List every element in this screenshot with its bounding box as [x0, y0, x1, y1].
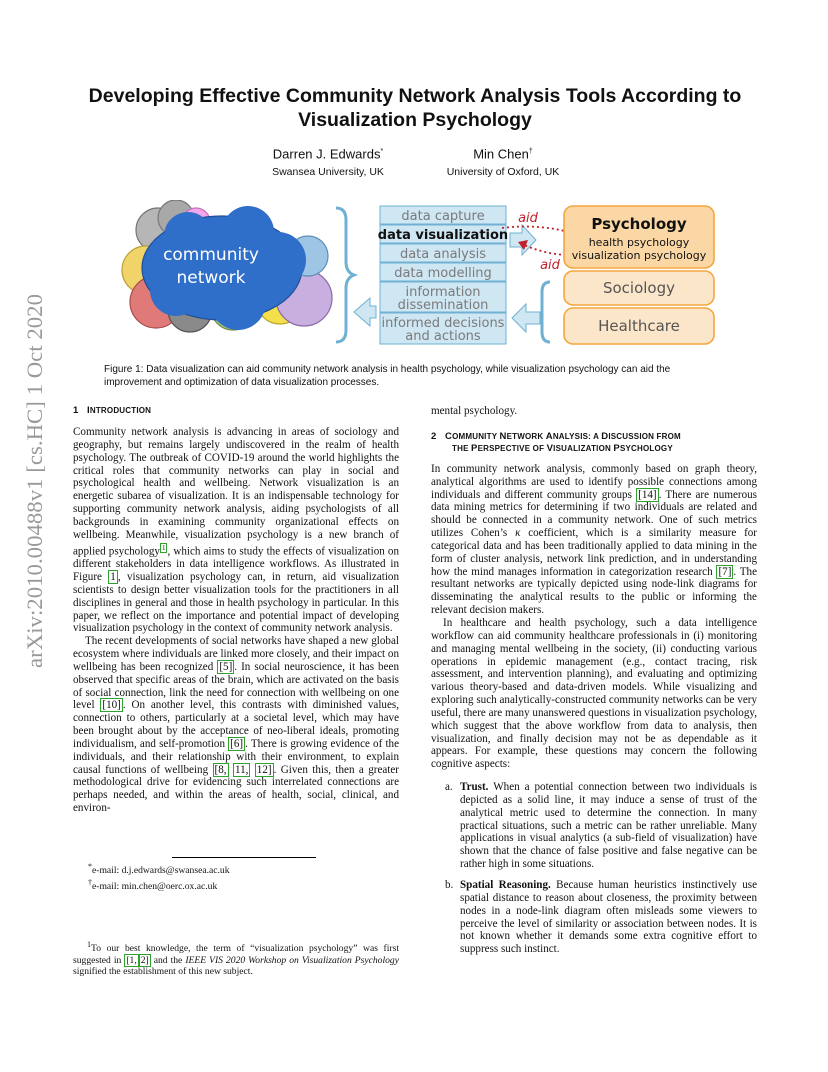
community-label-1: community [163, 245, 259, 265]
cognitive-aspects-list [445, 781, 757, 956]
section-2-paragraph-1: In community network analysis, commonly based on graph theory, analytical algorithms are used to identify possible connections among individuals and different community groups [14] . There are numerous data mining metrics for determining if two individuals are related and should be connected in a community network. One of such metrics utilizes Cohen’s κ coefficient, which is a similarity measure for categorical data and has been traditionally applied to data mining in the form of cluster analysis, network link prediction, and in understanding how the mind manages information in categorization research [7] . The resultant networks are typically depicted using node-link diagrams for disseminating the analytical results to the public or informing the relevant decision makers. [431, 462, 758, 617]
author-2-mark: † [528, 148, 533, 155]
section-1-heading: 1 INTRODUCTION [73, 405, 152, 416]
left-bracket [336, 208, 354, 342]
footnote-1: $^1$To our best knowledge, the term of “visualization psychology” was first suggested in [1, 2] and the IEEE VIS 2020 Workshop on Visualization Psychology signified the establishment of this new subject. [73, 940, 399, 978]
author-1-affiliation: Swansea University, UK [272, 166, 384, 179]
arrow-back-middle [512, 304, 540, 332]
step-data-analysis: data analysis [399, 247, 487, 262]
step-information: information [405, 285, 481, 300]
author-2 [428, 144, 578, 179]
step-dissemination: dissemination [397, 298, 489, 313]
arrow-back-left [354, 298, 376, 326]
author-2-name: Min Chen [473, 146, 529, 162]
footnote-ref-1[interactable]: 1 [161, 543, 166, 552]
cite-7[interactable]: [7] [718, 565, 732, 578]
email-1[interactable]: e-mail: d.j.edwards@swansea.ac.uk [92, 865, 230, 877]
aid-label-bottom: aid [540, 258, 560, 273]
intro-paragraph-1: Community network analysis is advancing in areas of sociology and geography, but remains largely undiscovered in the realm of health psychology. The outbreak of COVID-19 around the world highlights the critical roles that community networks can play in social and psychological health and wellbeing. Network visualization is an energetic subarea of visualization. It is an indispensable technology for supporting community network analysis, aiding psychologists of all backgrounds in examining community organizational effects on wellbeing. Meanwhile, visualization psychology is a new branch of applied psychology $^1$ , which aims to study the effects of visualization on different stakeholders in data intelligence workflows. As illustrated in Figure 1 , visualization psychology can, in return, aid visualization scientists to design better visualization tools for the practitioners in all disciplines in general and those in health psychology in particular. In this paper, we reflect on the importance and potential impact of developing visualization psychology in the context of community network analysis. [73, 426, 400, 635]
cite-1[interactable]: [1, [126, 954, 137, 966]
section-2-paragraph-2: In healthcare and health psychology, such a data intelligence workflow can aid community healthcare professionals in (i) monitoring and managing mental wellbeing in the society, (ii) conducting various operations in epidemic management (e.g., contact tracing, risk assessment, and intervention planning), and evaluating and optimizing various theory-based and data-driven models. While visualizing and exploring such analytically-constructed community networks can be very useful, there are many unanswered questions in visualization psychology, which suggest that the above workflow from data to analysis, then visualization, and finally decision may not be as dependable as it appears. For example, these questions may concern the following cognitive aspects: [431, 616, 757, 771]
community-network-clouds [122, 200, 332, 332]
right-bracket [542, 282, 550, 342]
cite-5[interactable]: [5] [219, 660, 233, 673]
arxiv-stamp [6, 290, 56, 670]
cite-8[interactable]: [8, [214, 763, 227, 776]
email-2[interactable]: e-mail: min.chen@oerc.ox.ac.uk [92, 880, 218, 892]
author-1 [248, 144, 408, 179]
left-column [73, 405, 399, 815]
figure-ref-1[interactable]: 1 [110, 570, 116, 583]
right-column [431, 405, 757, 964]
arrow-forward-middle [510, 225, 536, 255]
continued-text: mental psychology. [431, 405, 518, 417]
intro-paragraph-2: The recent developments of social networks have shaped a new global ecosystem where individuals are linked more closely, and their impact on wellbeing has been recognized [5] . In social neuroscience, it has been observed that specific areas of the brain, which are activated on the basis of social connection, link the need for connection with wellbeing on one level [10] . On another level, this contrasts with diminished values, connection to others, particularly at a societal level, which may have been brought about by the acceptance of neo-liberal ideals, promoting individualism, and self-promotion [6] . There is growing evidence of the individuals, and their relationship with their environment, to explain causal functions of wellbeing [8, 11, 12] . Given this, then a greater methodological drive for evidencing such interrelated connections are perhaps needed, and within the areas of health, social, clinical, and environ- [73, 635, 400, 815]
step-informed-decisions: informed decisions [381, 316, 505, 331]
step-data-visualization: data visualization [377, 228, 509, 243]
cite-11[interactable]: 11, [234, 763, 249, 776]
aid-label-top: aid [518, 211, 538, 226]
footnote-emails: *e-mail: d.j.edwards@swansea.ac.uk †e-mail: min.chen@oerc.ox.ac.uk [88, 862, 230, 892]
sociology-label: Sociology [602, 279, 676, 297]
author-1-mark: * [380, 148, 384, 155]
step-data-capture: data capture [401, 209, 485, 224]
cite-6[interactable]: [6] [230, 737, 244, 750]
figure-1 [118, 200, 718, 350]
psychology-title: Psychology [591, 215, 687, 233]
footnote-rule [172, 857, 316, 858]
arxiv-id: arXiv:2010.00488v1 [cs.HC] 1 Oct 2020 [22, 299, 47, 668]
author-1-name: Darren J. Edwards [272, 146, 381, 162]
cite-14[interactable]: [14] [638, 488, 657, 501]
author-2-affiliation: University of Oxford, UK [446, 166, 560, 179]
section-2-heading: 2 COMMUNITY NETWORK ANALYSIS: A DISCUSSION FROM THE PERSPECTIVE OF VISUALIZATION PSYCHOLOGY [431, 430, 681, 454]
paper-title: Developing Effective Community Network Analysis Tools According to Visualization Psychology [88, 85, 742, 131]
cite-12[interactable]: 12] [256, 763, 272, 776]
cite-10[interactable]: [10] [102, 699, 121, 712]
community-label-2: network [176, 268, 246, 288]
cite-2[interactable]: 2] [140, 954, 149, 966]
step-and-actions: and actions [405, 329, 481, 344]
step-data-modelling: data modelling [394, 266, 492, 281]
list-item-spatial-reasoning: b. Spatial Reasoning. Because human heuristics instinctively use spatial distance to reason about closeness, the proximity between nodes in a node-link diagram often misleads some viewers to perceive the level of similarity or association between nodes. It is not known whether it demands some extra cognitive effort to suppress such instinct. [445, 879, 758, 956]
figure-caption: Figure 1: Data visualization can aid community network analysis in health psychology, while visualization psychology can aid the improvement and optimization of data visualization processes. [104, 364, 671, 388]
healthcare-label: Healthcare [598, 317, 680, 335]
list-item-trust: a. Trust. When a potential connection between two individuals is depicted as a solid line, it may induce a sense of trust of the analytical metric used to determine the connection. In many practical situations, such a metric can be rather unreliable. Many applications in visual analytics (a sub-field of visualization) have shown that the chance of false positive and false negative can be rather high in some situations. [445, 781, 757, 871]
health-psychology: health psychology [588, 236, 690, 249]
visualization-psychology: visualization psychology [571, 249, 707, 262]
